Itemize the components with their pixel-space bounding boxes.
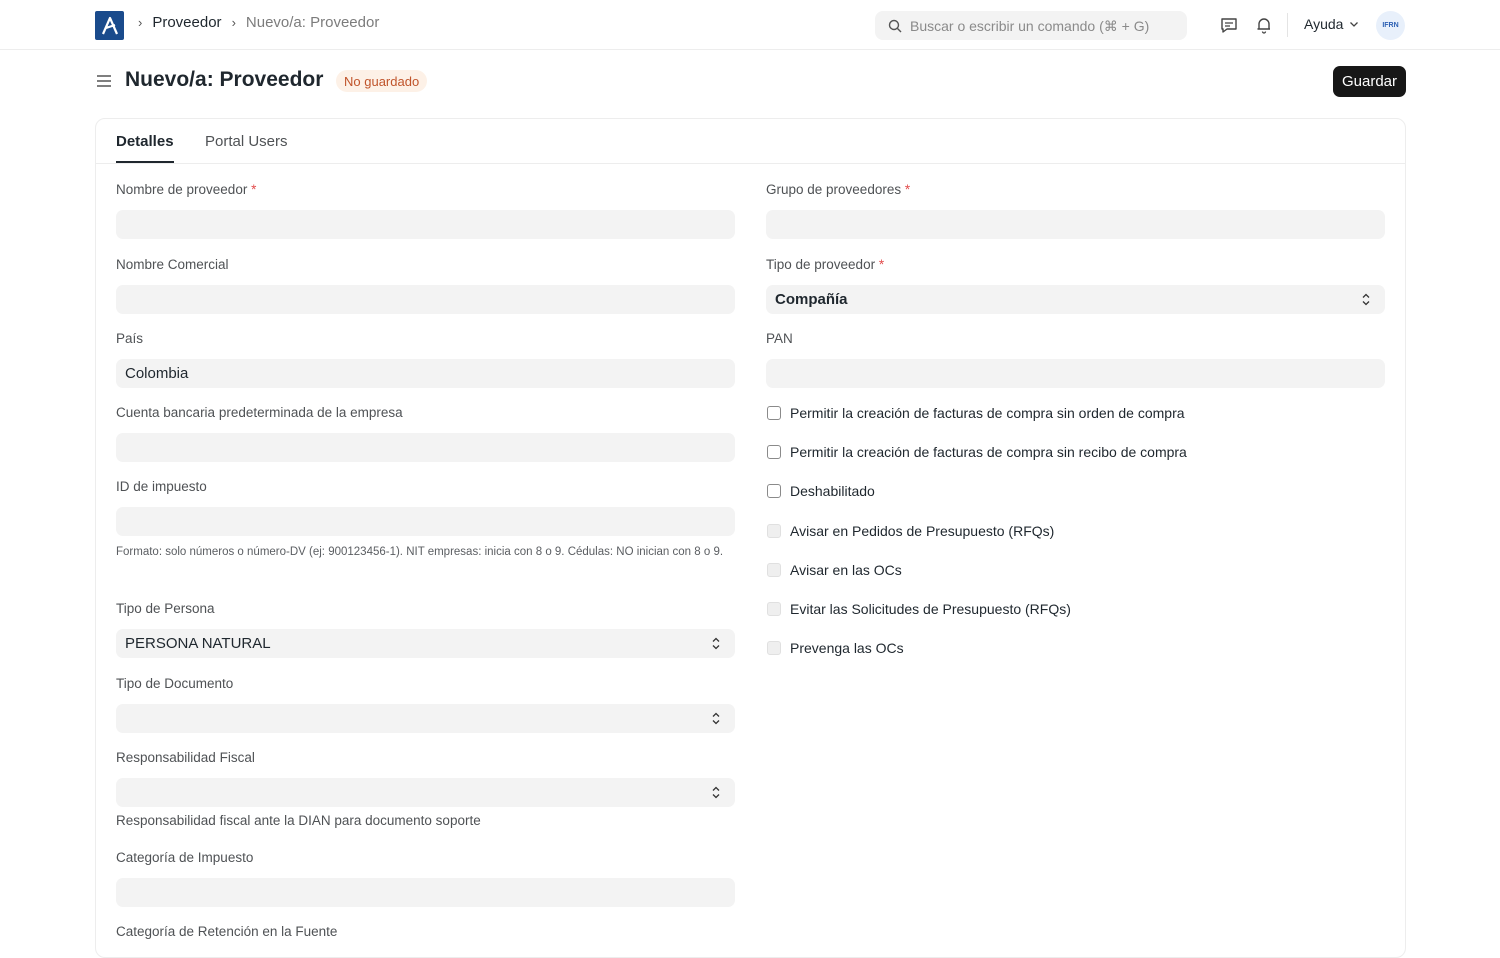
person-type-value: PERSONA NATURAL — [125, 635, 271, 652]
label-trade-name: Nombre Comercial — [116, 257, 229, 272]
nav-divider — [1287, 13, 1288, 37]
save-button[interactable]: Guardar — [1333, 66, 1406, 97]
checkbox-prevent-rfqs[interactable] — [767, 601, 1071, 617]
label-fiscal-responsibility: Responsabilidad Fiscal — [116, 750, 255, 765]
checkbox-label: Avisar en Pedidos de Presupuesto (RFQs) — [790, 523, 1055, 539]
checkbox-allow-invoice-without-receipt[interactable] — [767, 444, 1187, 460]
label-bank-account: Cuenta bancaria predeterminada de la empresa — [116, 405, 403, 420]
breadcrumb — [138, 14, 379, 31]
label-pan: PAN — [766, 331, 793, 346]
chevron-right-icon: › — [231, 15, 236, 30]
select-arrows-icon — [711, 711, 721, 726]
label-supplier-type: Tipo de proveedor — [766, 257, 876, 272]
tax-id-description: Formato: solo números o número-DV (ej: 900123456-1). NIT empresas: inicia con 8 o 9. Cédulas: NO inician con 8 o 9. — [116, 546, 724, 558]
tab-portal-users[interactable]: Portal Users — [205, 133, 288, 150]
field-supplier-group — [766, 182, 1385, 239]
logo-icon — [100, 16, 120, 36]
fiscal-responsibility-select[interactable] — [116, 778, 735, 807]
select-arrows-icon — [711, 636, 721, 651]
checkbox-box[interactable] — [767, 602, 781, 616]
breadcrumb-current[interactable]: Nuevo/a: Proveedor — [245, 14, 380, 31]
checkbox-box[interactable] — [767, 641, 781, 655]
chevron-right-icon: › — [138, 15, 143, 30]
pan-input[interactable] — [766, 359, 1385, 388]
label-supplier-name: Nombre de proveedor — [116, 182, 248, 197]
breadcrumb-proveedor[interactable]: Proveedor — [152, 14, 222, 31]
checkbox-label: Permitir la creación de facturas de compra sin orden de compra — [790, 405, 1185, 421]
required-marker: * — [904, 182, 911, 197]
field-bank-account — [116, 405, 735, 462]
label-document-type: Tipo de Documento — [116, 676, 234, 691]
checkbox-warn-rfqs[interactable] — [767, 523, 1054, 539]
page-title: Nuevo/a: Proveedor — [125, 68, 324, 91]
trade-name-input[interactable] — [116, 285, 735, 314]
bell-icon[interactable] — [1254, 15, 1274, 35]
field-person-type — [116, 601, 735, 658]
tax-id-input[interactable] — [116, 507, 735, 536]
tax-category-input[interactable] — [116, 878, 735, 907]
avatar[interactable]: IFRN — [1376, 11, 1405, 40]
field-supplier-type — [766, 257, 1385, 314]
person-type-select[interactable] — [116, 629, 735, 658]
chat-icon[interactable] — [1219, 15, 1239, 35]
field-document-type — [116, 676, 735, 733]
supplier-type-value: Compañía — [775, 291, 848, 308]
tab-detalles[interactable]: Detalles — [116, 133, 174, 150]
document-type-select[interactable] — [116, 704, 735, 733]
label-tax-category: Categoría de Impuesto — [116, 850, 254, 865]
checkbox-label: Avisar en las OCs — [790, 562, 902, 578]
help-label: Ayuda — [1304, 16, 1344, 32]
search-icon — [888, 19, 902, 33]
required-marker: * — [251, 182, 257, 197]
supplier-name-input[interactable] — [116, 210, 735, 239]
checkbox-box[interactable] — [767, 484, 781, 498]
app-logo[interactable] — [95, 11, 124, 40]
active-tab-indicator — [116, 161, 174, 163]
select-arrows-icon — [1361, 292, 1371, 307]
country-input[interactable]: Colombia — [116, 359, 735, 388]
checkbox-box[interactable] — [767, 445, 781, 459]
checkbox-label: Evitar las Solicitudes de Presupuesto (RFQs) — [790, 601, 1071, 617]
field-pan — [766, 331, 1385, 388]
navbar — [0, 0, 1500, 50]
checkbox-box[interactable] — [767, 563, 781, 577]
checkbox-label: Deshabilitado — [790, 483, 875, 499]
field-supplier-name — [116, 182, 735, 239]
checkbox-label: Prevenga las OCs — [790, 640, 904, 656]
field-tax-category — [116, 850, 735, 907]
tab-bar — [96, 119, 1405, 164]
required-marker: * — [878, 257, 885, 272]
supplier-group-input[interactable] — [766, 210, 1385, 239]
checkbox-disabled[interactable] — [767, 483, 875, 499]
label-tax-id: ID de impuesto — [116, 479, 207, 494]
label-withholding-category: Categoría de Retención en la Fuente — [116, 924, 338, 939]
label-person-type: Tipo de Persona — [116, 601, 215, 616]
field-withholding-category — [116, 924, 735, 944]
field-fiscal-responsibility — [116, 750, 735, 828]
select-arrows-icon — [711, 785, 721, 800]
checkbox-prevent-pos[interactable] — [767, 640, 904, 656]
field-tax-id — [116, 479, 735, 563]
checkbox-label: Permitir la creación de facturas de compra sin recibo de compra — [790, 444, 1187, 460]
menu-icon[interactable] — [95, 72, 113, 90]
help-dropdown[interactable] — [1304, 16, 1359, 32]
label-country: País — [116, 331, 144, 346]
field-trade-name — [116, 257, 735, 314]
bank-account-input[interactable] — [116, 433, 735, 462]
form-card — [95, 118, 1406, 958]
checkbox-warn-pos[interactable] — [767, 562, 902, 578]
checkbox-box[interactable] — [767, 524, 781, 538]
fiscal-responsibility-description: Responsabilidad fiscal ante la DIAN para documento soporte — [116, 813, 481, 828]
supplier-type-select[interactable] — [766, 285, 1385, 314]
checkbox-box[interactable] — [767, 406, 781, 420]
checkbox-allow-invoice-without-po[interactable] — [767, 405, 1185, 421]
field-country — [116, 331, 735, 388]
search-input[interactable] — [910, 18, 1180, 34]
page-header — [95, 66, 1406, 97]
status-badge: No guardado — [336, 70, 427, 92]
label-supplier-group: Grupo de proveedores — [766, 182, 902, 197]
search-bar[interactable] — [875, 11, 1187, 40]
chevron-down-icon — [1349, 19, 1359, 29]
